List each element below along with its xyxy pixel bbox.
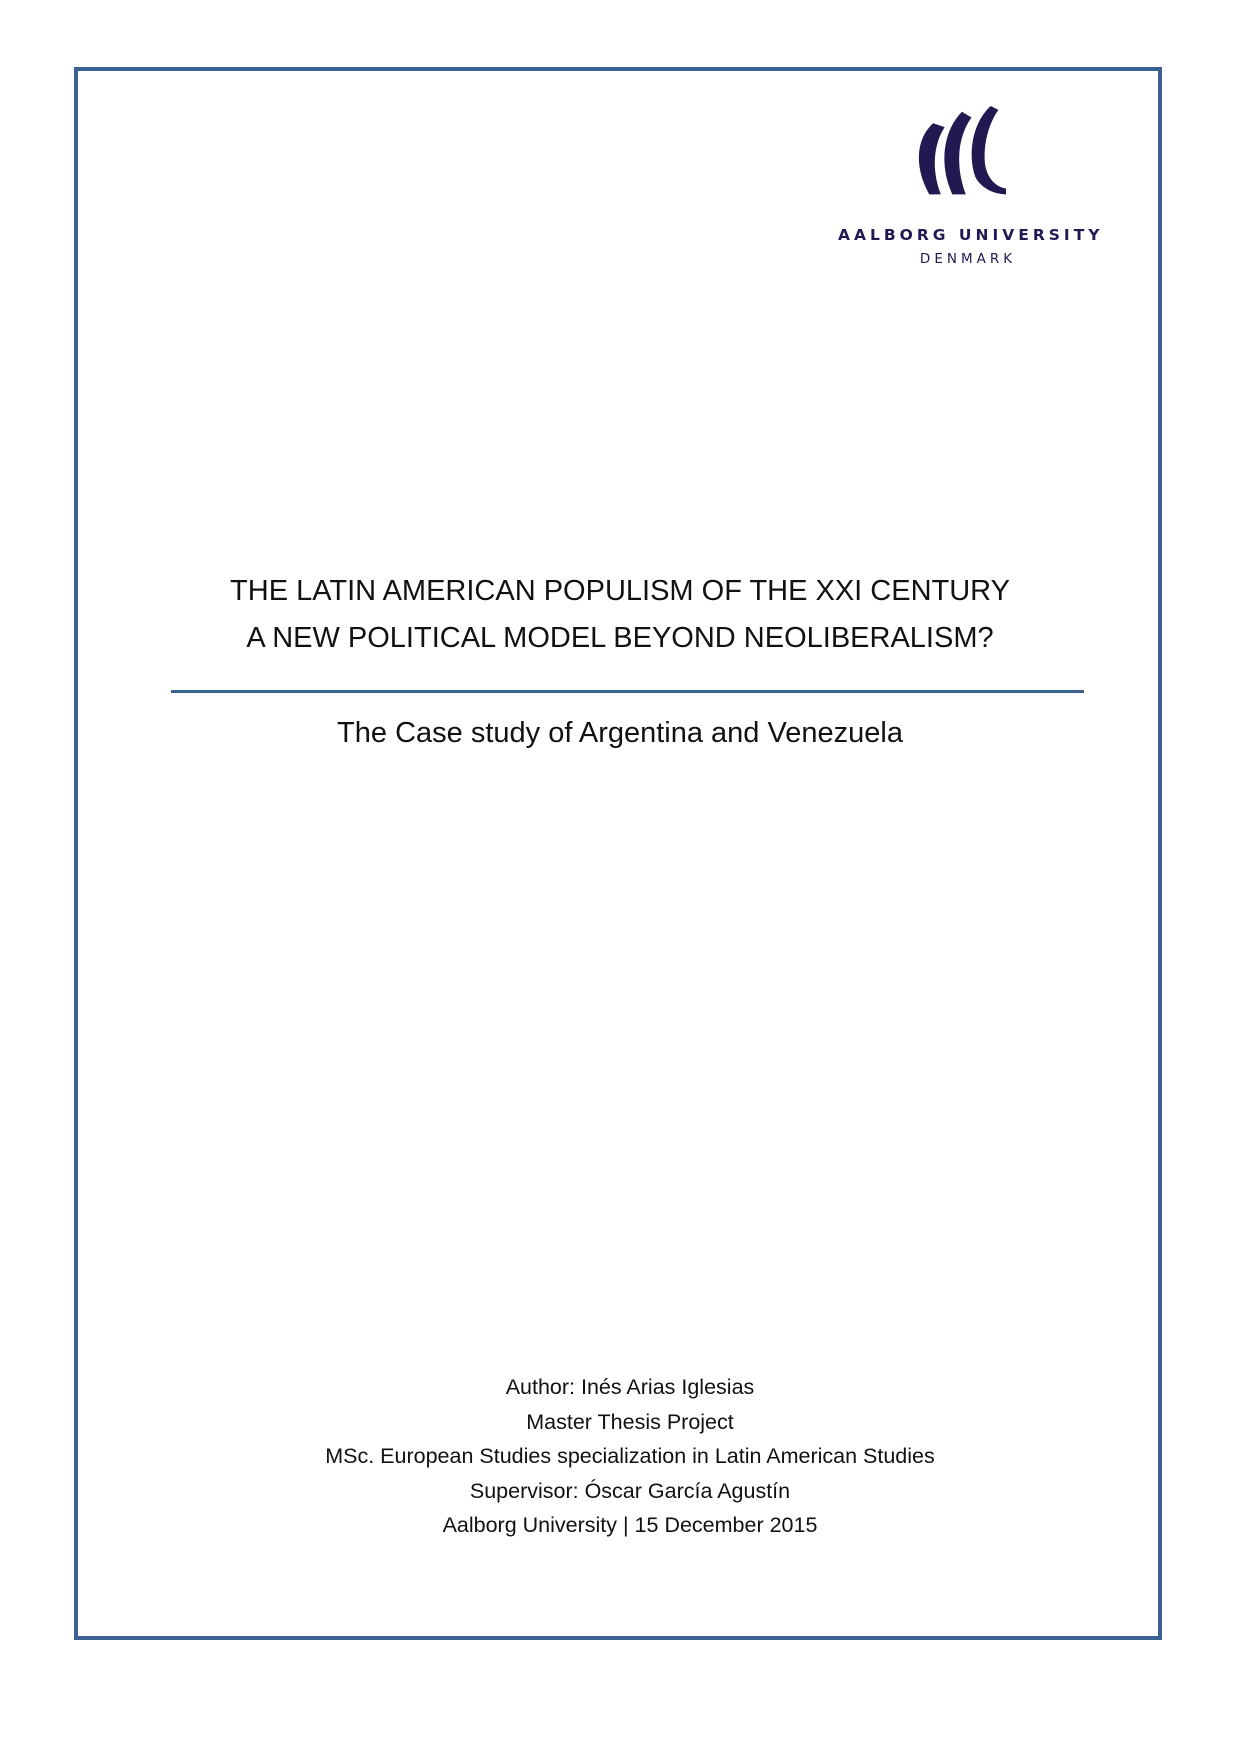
thesis-subtitle: The Case study of Argentina and Venezuela <box>337 717 903 749</box>
supervisor-line: Supervisor: Óscar García Agustín <box>469 1478 791 1503</box>
logo-country: DENMARK <box>919 251 1017 267</box>
thesis-metadata <box>150 1370 1110 1543</box>
author-line: Author: Inés Arias Iglesias <box>505 1375 755 1399</box>
project-line: Master Thesis Project <box>526 1409 734 1434</box>
university-logo <box>838 100 1104 280</box>
title-line-2: A NEW POLITICAL MODEL BEYOND NEOLIBERALISM? <box>246 622 994 654</box>
title-line-1: THE LATIN AMERICAN POPULISM OF THE XXI CENTURY <box>230 575 1010 607</box>
programme-line: MSc. European Studies specialization in Latin American Studies <box>325 1444 935 1468</box>
aalborg-wave-logo-icon <box>912 106 1008 202</box>
title-divider <box>171 690 1084 693</box>
logo-institution-name: AALBORG UNIVERSITY <box>838 226 1104 244</box>
institution-date-line: Aalborg University | 15 December 2015 <box>442 1513 818 1537</box>
thesis-title <box>150 568 1090 662</box>
